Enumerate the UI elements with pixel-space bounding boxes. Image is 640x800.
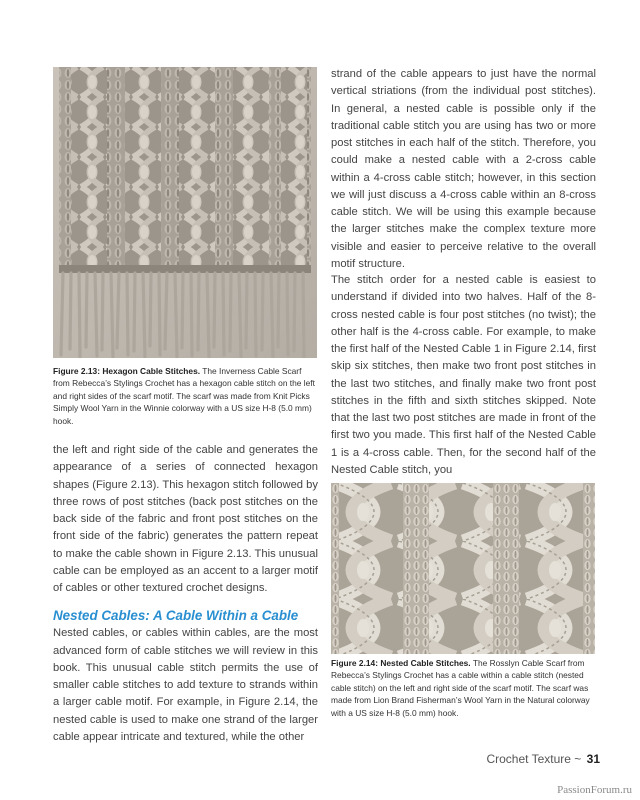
figure-2-14-title: Figure 2.14: Nested Cable Stitches. (331, 658, 471, 668)
figure-2-14-photo (331, 483, 595, 654)
left-column (53, 442, 318, 746)
left-para-2: Nested cables, or cables within cables, are the most advanced form of cable stitches we will review in this book. This unusual cable stitch permits the use of smaller cable stitches to add texture to strands within a larger cable motif. For example, in Figure 2.14, the nested cable is used to make one strand of the larger cable appear intricate and textured, while the other (53, 627, 318, 743)
right-para-2: The stitch order for a nested cable is easiest to understand if divided into two halves. Half of the 8-cross nested cable is four post stitches (no twist); the other half is the 4-cross cable. For example, to make the first half of the Nested Cable 1 in Figure 2.14, first skip six stitches, then make two front post stitches in the last two stitches, and finally make two front post stitches in the fifth and sixth stitches skipped. Note that the last two post stitches are made in front of the first two you made. This first half of the Nested Cable 1 is a 4-cross cable. Then, for the second half of the Nested Cable stitch, you (331, 274, 596, 476)
figure-2-13-caption (53, 365, 317, 427)
scarf-photo-nested-cable (331, 483, 595, 654)
watermark: PassionForum.ru (557, 784, 632, 796)
page-footer (420, 752, 600, 766)
footer-book-title: Crochet Texture (486, 752, 571, 766)
left-para-1: the left and right side of the cable and generates the appearance of a series of connected hexagon shapes (Figure 2.13). This hexagon stitch followed by three rows of post stitches (back post stitches on the back side of the fabric and front post stitches on the front side of the fabric) generates the pattern repeat to make the cable shown in Figure 2.13. This unusual cable can be employed as an accent to a larger motif of cables or other textured crochet designs. (53, 444, 318, 594)
figure-2-13-photo (53, 67, 317, 358)
figure-2-14-caption (331, 657, 595, 719)
figure-2-13-text: The Inverness Cable Scarf from Rebecca’s Stylings Crochet has a hexagon cable stitch on the left and right sides of the scarf motif. The scarf was made from Knit Picks Simply Wool Yarn in the Winnie colorway with a US size H-8 (5.0 mm) hook. (53, 366, 315, 426)
right-para-1: strand of the cable appears to just have the normal vertical striations (from the individual post stitches). In general, a nested cable is possible only if the traditional cable stitch you are using has two or more post stitches in each half of the stitch. Therefore, you could make a nested cable with a 2-cross cable within a 4-cross cable stitch; however, in this section we will just discuss a 4-cross cable within an 8-cross cable stitch. We will be using this example because the larger stitches make the complex texture more visible and easier to perceive relative to the overall motif structure. (331, 68, 596, 270)
scarf-photo-hexagon (53, 67, 317, 358)
section-heading-nested-cables: Nested Cables: A Cable Within a Cable (53, 608, 299, 624)
figure-2-14-text: The Rosslyn Cable Scarf from Rebecca’s Stylings Crochet has a cable within a cable stitch (nested cable stitch) on the left and right side of the scarf motif. The scarf was made from Lion Brand Fisherman’s Wool Yarn in the Natural colorway with a US size H-8 (5.0 mm) hook. (331, 658, 590, 718)
right-column-top (331, 66, 596, 273)
right-column-middle (331, 272, 596, 479)
figure-2-13-title: Figure 2.13: Hexagon Cable Stitches. (53, 366, 201, 376)
footer-separator: ~ (574, 752, 582, 766)
page-number: 31 (586, 752, 600, 766)
